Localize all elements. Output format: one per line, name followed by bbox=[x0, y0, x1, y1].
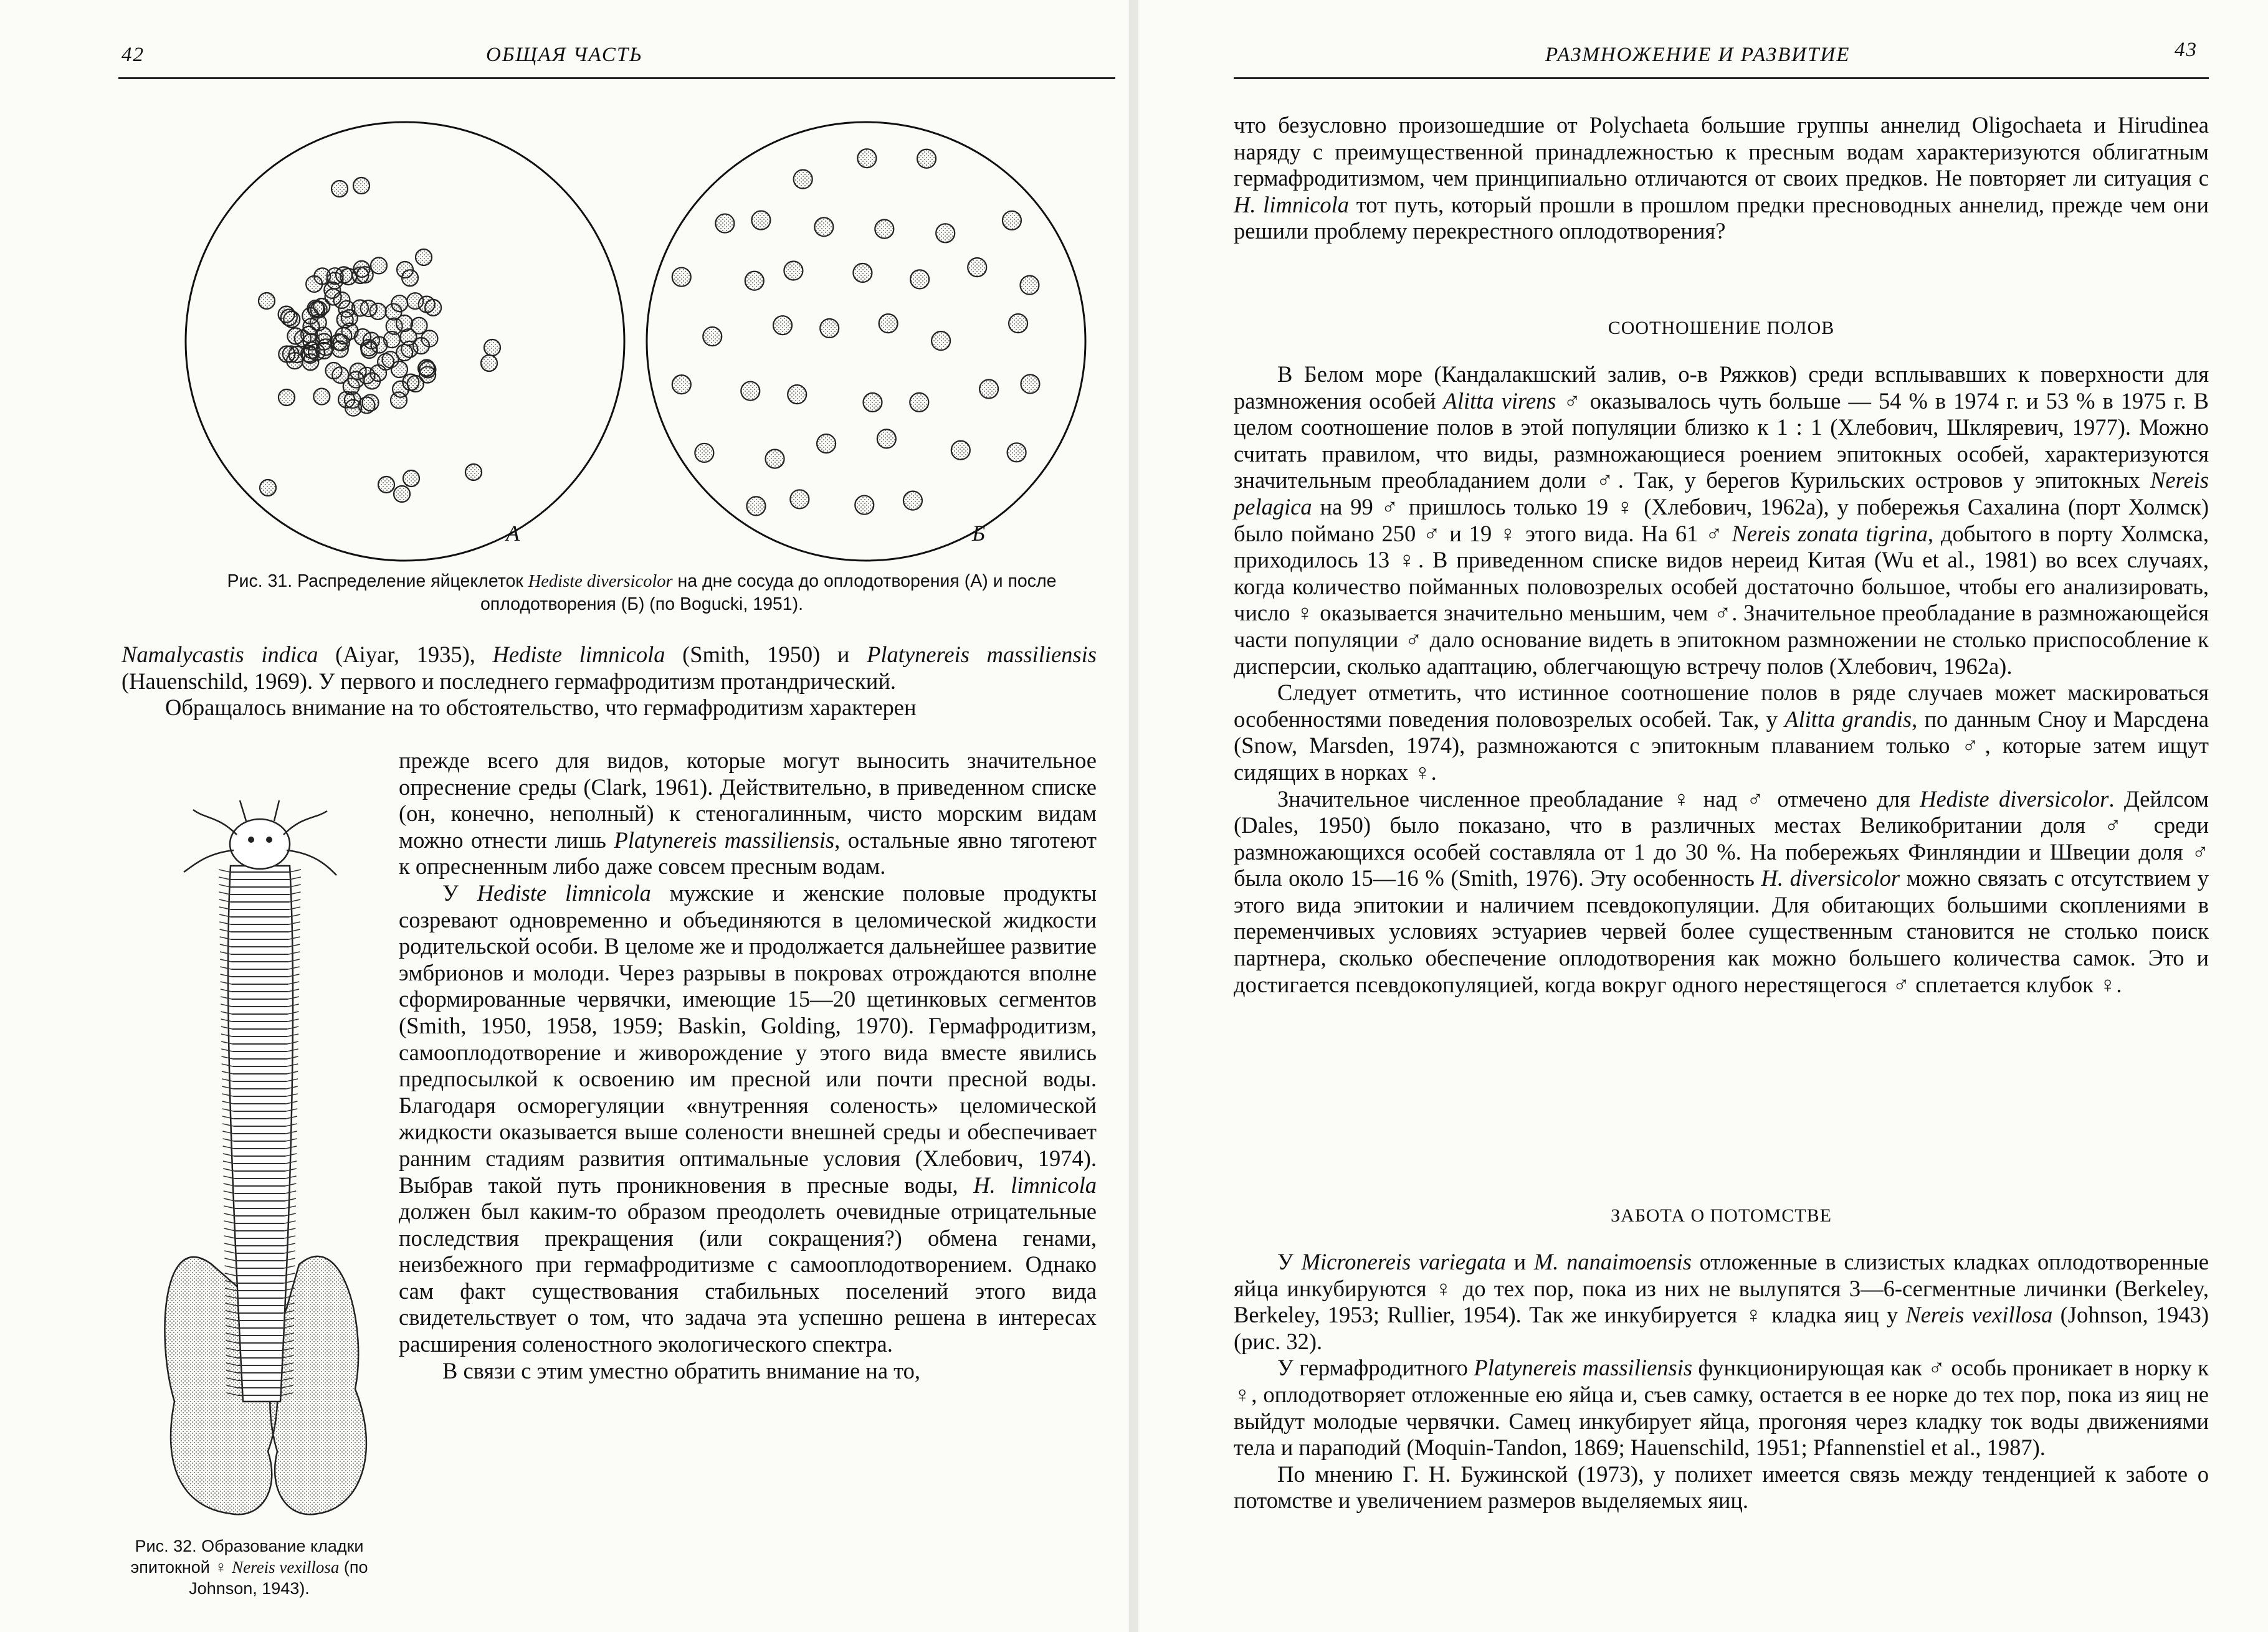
egg-cell bbox=[784, 262, 803, 280]
egg-cell bbox=[411, 318, 427, 334]
right-page bbox=[1140, 0, 2268, 1632]
egg-cell bbox=[306, 276, 322, 292]
egg-cell bbox=[715, 214, 734, 233]
egg-cell bbox=[363, 394, 379, 410]
egg-cell bbox=[910, 270, 929, 288]
egg-cell bbox=[863, 393, 882, 412]
page-number: 42 bbox=[122, 44, 145, 66]
egg-cell bbox=[745, 272, 764, 290]
egg-cell bbox=[345, 400, 361, 416]
egg-cell bbox=[820, 319, 839, 338]
book-gutter bbox=[1129, 0, 1138, 1632]
egg-cell bbox=[407, 376, 424, 392]
egg-cell bbox=[325, 289, 341, 305]
egg-cell bbox=[337, 311, 353, 328]
egg-cell bbox=[853, 263, 872, 282]
egg-cell bbox=[855, 496, 874, 515]
egg-cell bbox=[333, 334, 350, 351]
paragraph-species-list: Namalycastis indica (Aiyar, 1935), Hediste limnicola (Smith, 1950) и Platynereis massiliensis (Hauenschild, 1969). У первого и последнего гермафродитизм протандрический. Обращалось внимание на то обстоятельство, что гермафродитизм характерен bbox=[122, 642, 1097, 721]
egg-cell bbox=[910, 393, 928, 412]
egg-cell bbox=[371, 337, 388, 353]
egg-cell bbox=[746, 496, 765, 515]
egg-cell bbox=[968, 258, 986, 277]
egg-cell bbox=[979, 379, 998, 398]
egg-cell bbox=[378, 477, 394, 493]
figure-31-caption: Рис. 31. Распределение яйцеклеток Hediste diversicolor на дне сосуда до оплодотворения (А) и после оплодотворения (Б) (по Bogucki, 1951). bbox=[227, 571, 1057, 614]
egg-distribution-after-illustration bbox=[636, 117, 1097, 566]
egg-cell bbox=[917, 149, 936, 168]
egg-cell bbox=[279, 306, 295, 323]
egg-cell bbox=[766, 450, 784, 468]
egg-cell bbox=[936, 224, 955, 242]
egg-cell bbox=[794, 170, 812, 189]
section-sex-ratio-body: В Белом море (Кандалакшский залив, о-в Ряжков) среди всплывавших к поверхности для размножения особей Alitta virens ♂ оказывалось чуть больше — 54 % в 1974 г. и 53 % в 1975 г. В целом соотношение полов в этой популяции близко к 1 : 1 (Хлебович, Шкляревич, 1977). Можно считать правилом, что виды, размножающиеся роением эпитокных особей, характеризуются значительным преобладанием доли ♂. Так, у берегов Курильских островов у эпитокных Nereis pelagica на 99 ♂ пришлось только 19 ♀ (Хлебович, 1962а), у побережья Сахалина (порт Холмск) было поймано 250 ♂ и 19 ♀ этого вида. На 61 ♂ Nereis zonata tigrina, добытого в порту Холмска, приходилось 13 ♀. В приведенном списке видов нереид Китая (Wu et al., 1981) во всех случаях, когда количество пойманных половозрелых особей достаточно большое, чтобы его анализировать, число ♀ оказывается значительно меньшим, чем ♂. Значительное преобладание в размножающейся части популяции ♂ дало основание видеть в эпитокном размножении не столько приспособление к дисперсии, сколько адаптацию, облегчающую встречу полов (Хлебович, 1962а). Следует отметить, что истинное соотношение полов в ряде случаев может маскироваться особенностями поведения половозрелых особей. Так, у Alitta grandis, по данным Сноу и Марсдена (Snow, Marsden, 1974), размножаются с эпитокным плаванием только ♂, которые затем ищут сидящих в норках ♀. Значительное численное преобладание ♀ над ♂ отмечено для Hediste diversicolor. Дейлсом (Dales, 1950) было показано, что в различных местах Великобритании доля ♂ среди размножающихся особей составляла от 1 до 30 %. На побережьях Финляндии и Швеции доля ♂ была около 15—16 % (Smith, 1976). Эту особенность H. diversicolor можно связать с отсутствием у этого вида эпитокии и наличием псевдокопуляции. Для обитающих большими скоплениями в переменчивых условиях эстуариев червей более существенным становится не столько поиск партнера, сколько обеспечение оплодотворения как можно большего количества самок. Это и достигается псевдокопуляцией, когда вокруг одного нерестящегося ♂ сплетается клубок ♀. bbox=[1234, 361, 2209, 997]
egg-cell bbox=[817, 434, 836, 453]
egg-cell bbox=[419, 359, 435, 376]
worm-egg-clutch-illustration bbox=[137, 791, 399, 1526]
egg-cell bbox=[814, 217, 833, 236]
egg-cell bbox=[879, 314, 898, 333]
egg-cell bbox=[672, 268, 691, 287]
egg-cell bbox=[875, 220, 893, 239]
egg-cell bbox=[361, 300, 377, 316]
paragraph-hermaphroditism-continued: прежде всего для видов, которые могут выносить значительное опреснение среды (Clark, 1961). Действительно, в приведенном списке (он, конечно, неполный) к стеногалинным, чисто морским видам можно отнести лишь Platynereis massiliensis, остальные явно тяготеют к опресненным либо даже совсем пресным водам. У Hediste limnicola мужские и женские половые продукты созревают одновременно и объединяются в целомической жидкости родительской особи. В целоме же и продолжается дальнейшее развитие эмбрионов и молоди. Через разрывы в покровах отрождаются вполне сформированные червячки, имеющие 15—20 щетинковых сегментов (Smith, 1950, 1958, 1959; Baskin, Golding, 1970). Гермафродитизм, самооплодотворение и живорождение у этого вида вместе явились предпосылкой к освоению им пресной или почти пресной воды. Благодаря осморегуляции «внутренняя соленость» целомической жидкости оказывается выше солености внешней среды и обеспечивает ранним стадиям развития оптимальные условия (Хлебович, 1974). Выбрав такой путь проникновения в пресные воды, H. limnicola должен был каким-то образом преодолеть очевидные отрицательные последствия прекращения (или сокращения?) обмена генами, неизбежного при гермафродитизме с самооплодотворением. Однако сам факт существования стабильных поселений этого вида свидетельствует о том, что задача эта успешно решена в интересах расширения соленостного экологического спектра. В связи с этим уместно обратить внимание на то, bbox=[399, 747, 1097, 1383]
egg-cell bbox=[672, 375, 691, 394]
egg-cell bbox=[951, 441, 970, 460]
egg-cell bbox=[403, 470, 419, 486]
egg-cell bbox=[391, 295, 407, 311]
egg-cell bbox=[1021, 374, 1039, 393]
running-head: ОБЩАЯ ЧАСТЬ bbox=[486, 44, 643, 66]
egg-cell bbox=[259, 293, 275, 309]
figure-label-a: А bbox=[506, 521, 520, 546]
egg-cell bbox=[260, 480, 276, 496]
egg-cell bbox=[932, 331, 950, 350]
figure-32-caption: Рис. 32. Образование кладки эпитокной ♀ Nereis vexillosa (по Johnson, 1943). bbox=[130, 1537, 368, 1598]
egg-distribution-before-illustration bbox=[174, 117, 636, 566]
egg-cell bbox=[1003, 211, 1021, 230]
figure-label-b: Б bbox=[972, 521, 986, 546]
section-title-parental-care: ЗАБОТА О ПОТОМСТВЕ bbox=[1611, 1205, 1832, 1226]
left-page bbox=[0, 0, 1128, 1632]
egg-cell bbox=[695, 444, 713, 462]
egg-cell bbox=[1009, 314, 1027, 333]
egg-cell bbox=[396, 344, 412, 361]
egg-cell bbox=[790, 490, 809, 508]
egg-cell bbox=[465, 464, 482, 480]
paragraph-intro: что безусловно произошедшие от Polychaeta большие группы аннелид Oligochaeta и Hirudinea наряду с преимущественной принадлежностью к пресным водам характеризуются облигатным гермафродитизмом, чем принципиально отличаются от своих предков. Не повторяет ли ситуация с H. limnicola тот путь, который прошли в прошлом предки пресноводных аннелид, прежде чем они решили проблему перекрестного оплодотворения? bbox=[1234, 112, 2209, 244]
egg-cell bbox=[331, 181, 348, 197]
egg-cell bbox=[903, 491, 922, 510]
egg-cell bbox=[355, 329, 371, 345]
egg-cell bbox=[481, 355, 497, 371]
running-head: РАЗМНОЖЕНИЕ И РАЗВИТИЕ bbox=[1545, 44, 1851, 66]
egg-cell bbox=[301, 326, 317, 343]
header-rule bbox=[1234, 77, 2209, 79]
header-rule bbox=[118, 77, 1115, 79]
egg-cell bbox=[857, 149, 876, 168]
section-title-sex-ratio: СООТНОШЕНИЕ ПОЛОВ bbox=[1608, 318, 1835, 338]
page-number: 43 bbox=[2175, 39, 2198, 61]
egg-cell bbox=[316, 343, 332, 359]
egg-cell bbox=[394, 486, 410, 502]
egg-cell bbox=[877, 429, 896, 448]
egg-cell bbox=[751, 211, 770, 230]
egg-cell bbox=[416, 249, 432, 265]
egg-cell bbox=[307, 300, 323, 316]
egg-cell bbox=[788, 385, 806, 404]
egg-cell bbox=[773, 316, 792, 334]
egg-cell bbox=[413, 338, 429, 354]
egg-cell bbox=[348, 371, 364, 387]
egg-cell bbox=[279, 346, 295, 362]
egg-cell bbox=[279, 389, 295, 406]
egg-cell bbox=[353, 261, 369, 277]
egg-cell bbox=[1020, 276, 1039, 295]
egg-cell bbox=[371, 257, 387, 273]
section-parental-care-body: У Micronereis variegata и M. nanaimoensis отложенные в слизистых кладках оплодотворенные яйца инкубируются ♀ до тех пор, пока из них не вылупятся 3—6-сегментные личинки (Berkeley, Berkeley, 1953; Rullier, 1954). Так же инкубируется ♀ кладка яиц у Nereis vexillosa (Johnson, 1943) (рис. 32). У гермафродитного Platynereis massiliensis функционирующая как ♂ особь проникает в норку к ♀, оплодотворяет отложенные ею яйца и, съев самку, остается в ее норке до тех пор, пока из яиц не выйдут молодые червячки. Самец инкубирует яйца, прогоняя через кладку ток воды движениями тела и параподий (Moquin-Tandon, 1869; Hauenschild, 1951; Pfannenstiel et al., 1987). По мнению Г. Н. Бужинской (1973), у полихет имеется связь между тенденцией к заботе о потомстве и увеличением размеров выделяемых яиц. bbox=[1234, 1249, 2209, 1514]
egg-cell bbox=[370, 365, 386, 381]
egg-cell bbox=[703, 327, 722, 346]
egg-cell bbox=[741, 382, 760, 401]
egg-cell bbox=[1008, 443, 1026, 462]
para2-first-line: Обращалось внимание на то обстоятельство, что гермафродитизм характерен bbox=[165, 695, 917, 721]
egg-cell bbox=[407, 293, 423, 309]
egg-cell bbox=[353, 178, 369, 194]
egg-cell bbox=[397, 262, 413, 278]
egg-cell bbox=[313, 389, 330, 405]
egg-cell bbox=[484, 339, 500, 356]
